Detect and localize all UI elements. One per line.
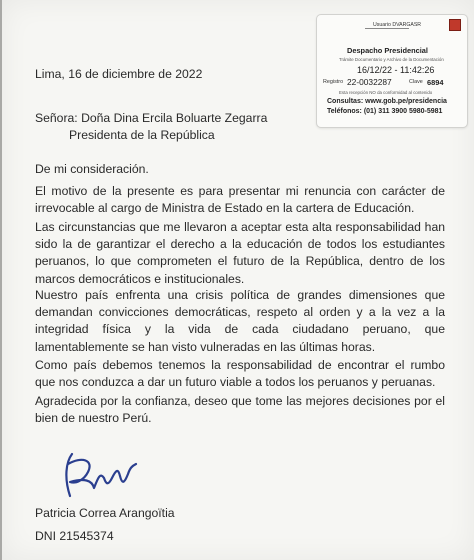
recipient-name: Señora: Doña Dina Ercila Boluarte Zegarra <box>35 111 268 125</box>
stamp-title: Despacho Presidencial <box>347 46 428 55</box>
paragraph-4: Como país debemos tenemos la responsabilidad de encontrar el rumbo que nos conduzca a dar un futuro viable a todos los peruanos y peruanas. <box>35 358 445 390</box>
paragraph-2: Las circunstancias que me llevaron a aceptar esta alta responsabilidad han sido la de garantizar el derecho a la educación de todos los estudiantes peruanos, lo que comprometen el futuro de la República, dentro de los marcos democráticos e institucionales. <box>35 220 445 286</box>
signer-dni: DNI 21545374 <box>35 529 114 543</box>
paragraph-3: Nuestro país enfrenta una crisis política de grandes dimensiones que demandan convicciones democráticas, respeto al orden y a la vez a la integridad física y la vida de cada ciudadano peruano, que lamentablemente se han visto vulneradas en las últimas horas. <box>35 288 445 354</box>
stamp-note: Esta recepción NO da conformidad al contenido <box>339 90 433 95</box>
stamp-consultas: Consultas: www.gob.pe/presidencia <box>327 98 447 105</box>
paragraph-5: Agradecida por la confianza, deseo que tome las mejores decisiones por el bien de nuestro Perú. <box>35 394 445 426</box>
stamp-registro-value: 22-0032287 <box>347 77 392 87</box>
recipient-title: Presidenta de la República <box>69 128 215 142</box>
stamp-divider <box>365 28 409 29</box>
stamp-user: Usuario DVARGASR <box>373 22 422 28</box>
stamp-clave-value: 6894 <box>427 78 444 87</box>
handwritten-signature <box>58 448 142 504</box>
reception-stamp <box>316 14 468 128</box>
stamp-telefonos: Teléfonos: (01) 311 3900 5980-5981 <box>327 108 443 115</box>
letter-page <box>2 0 474 560</box>
peru-shield-icon <box>449 19 461 31</box>
stamp-datetime: 16/12/22 - 11:42:26 <box>357 65 435 75</box>
stamp-subtitle: Trámite Documentario y Archivo de la Documentación <box>339 57 444 62</box>
stamp-clave-label: Clave <box>409 79 423 85</box>
signer-name: Patricia Correa Arangoïtia <box>35 506 175 520</box>
stamp-registro-label: Registro <box>323 79 344 85</box>
paragraph-1: El motivo de la presente es para presentar mi renuncia con carácter de irrevocable al cargo de Ministra de Estado en la cartera de Educación. <box>35 184 445 216</box>
place-date: Lima, 16 de diciembre de 2022 <box>35 67 203 81</box>
greeting: De mi consideración. <box>35 162 149 176</box>
